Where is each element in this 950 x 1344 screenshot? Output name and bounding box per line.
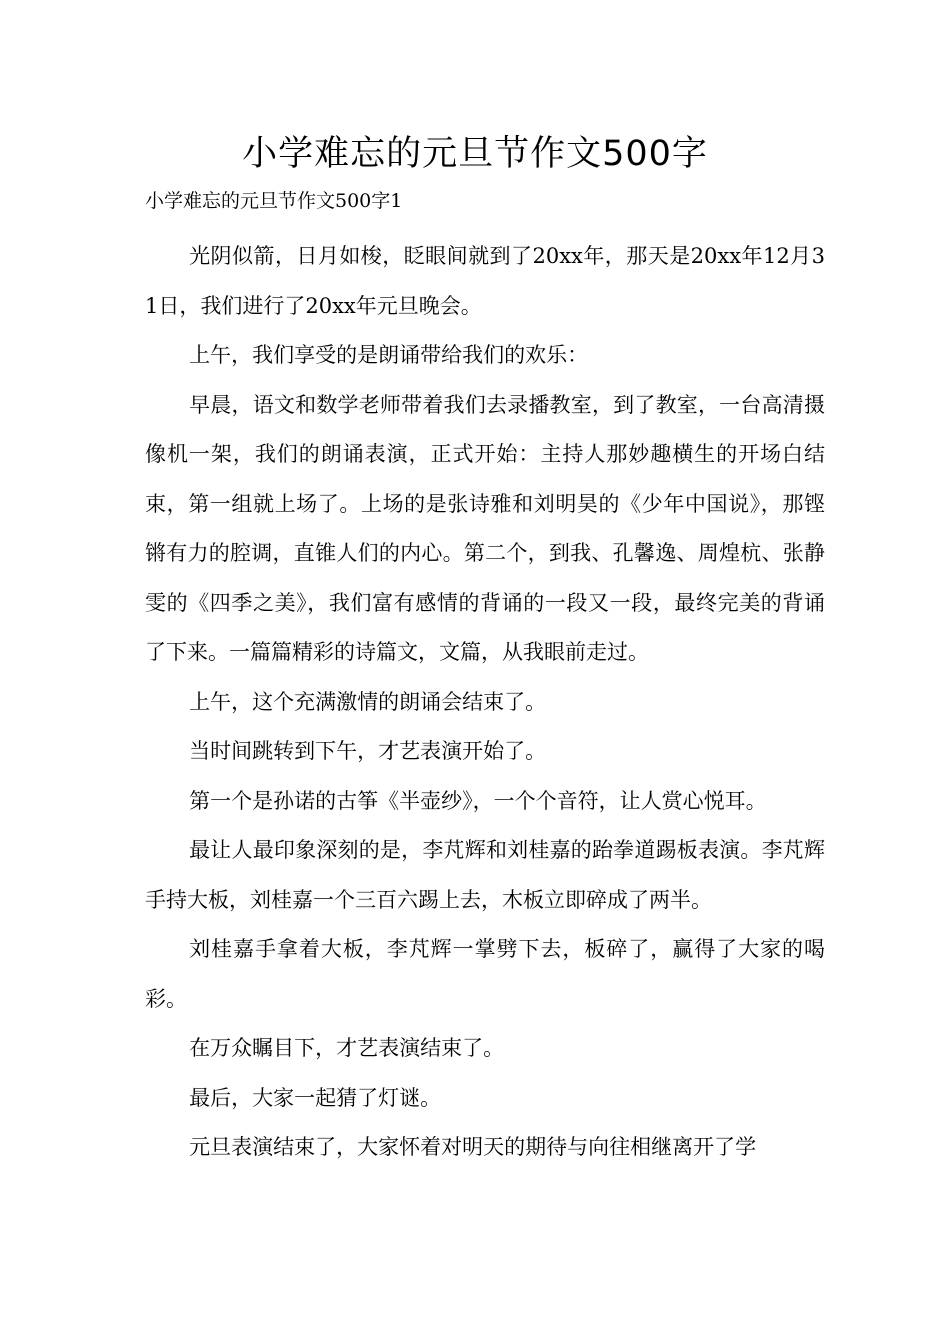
paragraph-1: 光阴似箭，日月如梭，眨眼间就到了20xx年，那天是20xx年12月31日，我们进行了20xx年元旦晚会。 bbox=[145, 244, 825, 318]
paragraph-6: 第一个是孙诺的古筝《半壶纱》，一个个音符，让人赏心悦耳。 bbox=[189, 788, 767, 813]
article-body bbox=[145, 232, 825, 1173]
paragraph-2: 上午，我们享受的是朗诵带给我们的欢乐： bbox=[189, 343, 589, 367]
paragraph-5: 当时间跳转到下午，才艺表演开始了。 bbox=[189, 739, 547, 763]
paragraph-7: 最让人最印象深刻的是，李芃辉和刘桂嘉的跆拳道踢板表演。李芃辉手持大板，刘桂嘉一个三百六踢上去，木板立即碎成了两半。 bbox=[145, 838, 825, 912]
paragraph-9: 在万众瞩目下，才艺表演结束了。 bbox=[189, 1036, 505, 1060]
paragraph-8: 刘桂嘉手拿着大板，李芃辉一掌劈下去，板碎了，赢得了大家的喝彩。 bbox=[145, 937, 825, 1011]
paragraph-4: 上午，这个充满激情的朗诵会结束了。 bbox=[189, 689, 547, 714]
document-title: 小学难忘的元旦节作文500字 bbox=[242, 134, 708, 174]
section-heading: 小学难忘的元旦节作文500字1 bbox=[145, 190, 403, 212]
paragraph-11: 元旦表演结束了，大家怀着对明天的期待与向往相继离开了学 bbox=[189, 1135, 757, 1159]
paragraph-10: 最后，大家一起猜了灯谜。 bbox=[189, 1085, 442, 1110]
paragraph-3: 早晨，语文和数学老师带着我们去录播教室，到了教室，一台高清摄像机一架，我们的朗诵表演，正式开始：主持人那妙趣横生的开场白结束，第一组就上场了。上场的是张诗雅和刘明昊的《少年中国说》，那铿锵有力的腔调，直锥人们的内心。第二个，到我、孔馨逸、周煌杭、张静雯的《四季之美》，我们富有感情的背诵的一段又一段，最终完美的背诵了下来。一篇篇精彩的诗篇文，文篇，从我眼前走过。 bbox=[145, 392, 825, 664]
